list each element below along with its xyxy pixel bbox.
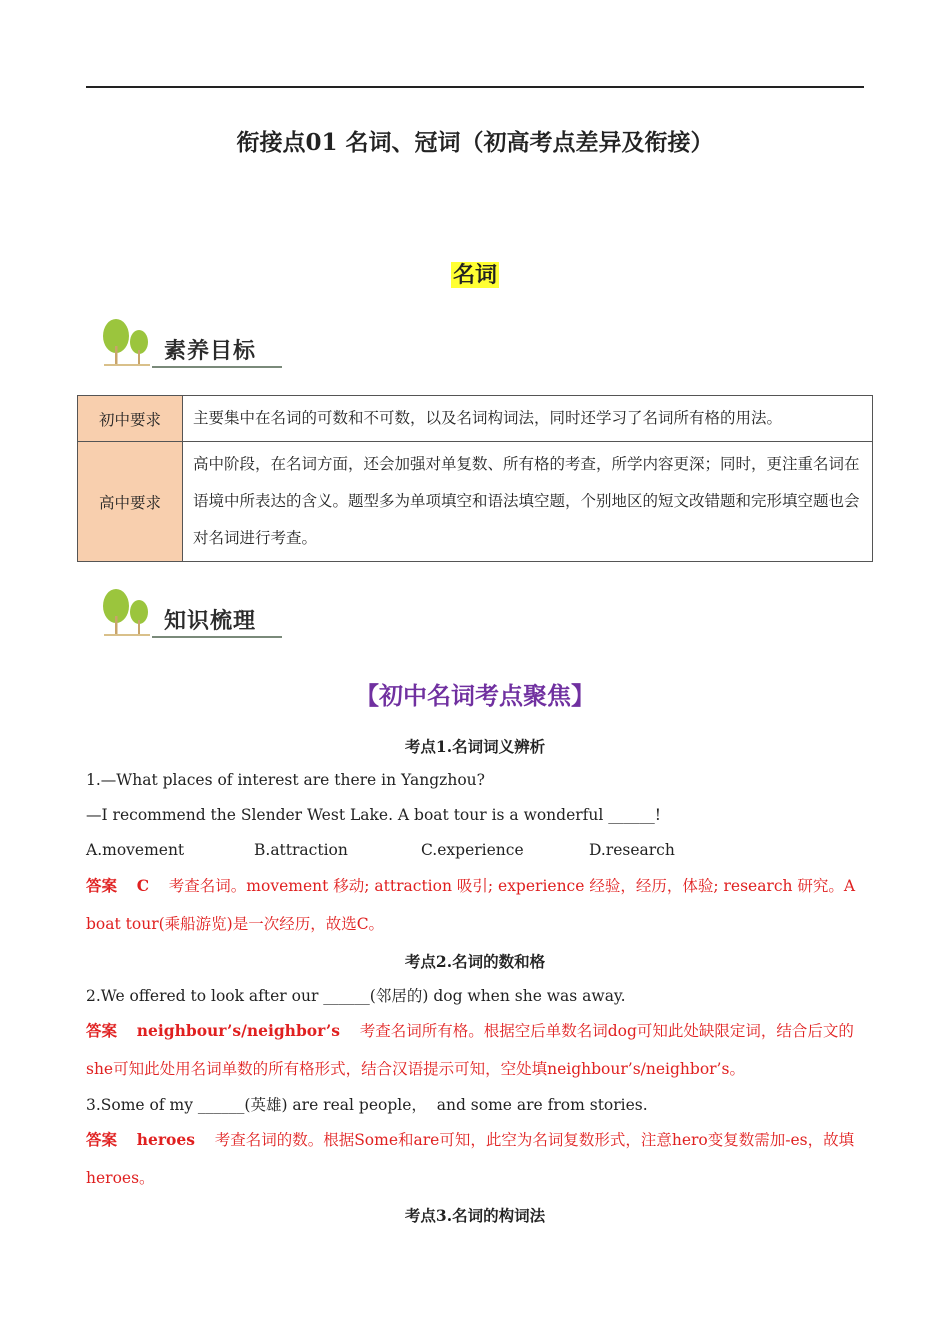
- answer-1: [86, 867, 866, 943]
- requirements-table: [77, 395, 873, 562]
- option-c: C.experience: [421, 841, 524, 859]
- page-title: 衔接点01 名词、冠词（初高考点差异及衔接）: [236, 129, 714, 156]
- answer-value: neighbour’s/neighbor’s: [136, 1021, 340, 1040]
- section-heading: [0, 258, 950, 289]
- answer-explanation: 考查名词的数。根据Some和are可知，此空为名词复数形式，注意hero变复数需加-es，故填heroes。: [86, 1131, 855, 1187]
- kp-heading-1: 考点1.名词词义辨析: [404, 737, 546, 756]
- question-1-line-2: —I recommend the Slender West Lake. A boat tour is a wonderful ______!: [86, 806, 661, 824]
- tree-icon: [96, 588, 160, 638]
- question-1-line-1: 1.—What places of interest are there in Yangzhou?: [86, 771, 485, 789]
- focus-heading: 【初中名词考点聚焦】: [355, 681, 595, 710]
- kp-heading-3: 考点3.名词的构词法: [404, 1206, 546, 1225]
- badge-literacy-goals: [92, 318, 292, 374]
- table-row: [78, 396, 873, 442]
- tree-icon: [96, 318, 160, 368]
- badge-underline: [152, 636, 282, 638]
- badge-knowledge-review: [92, 588, 292, 644]
- question-3: 3.Some of my ______(英雄) are real people， and some are from stories.: [86, 1096, 648, 1114]
- question-2: 2.We offered to look after our ______(邻居的) dog when she was away.: [86, 987, 626, 1005]
- badge-underline: [152, 366, 282, 368]
- answer-label: 答案: [86, 1130, 118, 1149]
- answer-explanation: 考查名词。movement 移动; attraction 吸引; experience 经验，经历，体验; research 研究。A boat tour(乘船游览)是一次经历，故选C。: [86, 877, 856, 933]
- option-b: B.attraction: [254, 841, 348, 859]
- requirement-key: 高中要求: [78, 442, 183, 562]
- requirement-value: 主要集中在名词的可数和不可数，以及名词构词法，同时还学习了名词所有格的用法。: [183, 396, 873, 442]
- answer-explanation: 考查名词所有格。根据空后单数名词dog可知此处缺限定词，结合后文的she可知此处用名词单数的所有格形式，结合汉语提示可知，空处填neighbour’s/neighbor’s。: [86, 1022, 854, 1078]
- answer-3: [86, 1121, 866, 1197]
- option-d: D.research: [589, 841, 675, 859]
- badge-label: 知识梳理: [164, 609, 257, 634]
- answer-value: C: [136, 876, 150, 895]
- option-a: A.movement: [86, 841, 185, 859]
- answer-label: 答案: [86, 876, 118, 895]
- table-row: [78, 442, 873, 562]
- requirement-key: 初中要求: [78, 396, 183, 442]
- top-rule: [86, 86, 864, 88]
- answer-label: 答案: [86, 1021, 118, 1040]
- answer-2: [86, 1012, 866, 1088]
- badge-label: 素养目标: [164, 339, 257, 364]
- kp-heading-2: 考点2.名词的数和格: [404, 952, 546, 971]
- answer-value: heroes: [136, 1130, 195, 1149]
- section-heading-text: 名词: [452, 262, 497, 288]
- requirement-value: 高中阶段，在名词方面，还会加强对单复数、所有格的考查，所学内容更深；同时，更注重名词在语境中所表达的含义。题型多为单项填空和语法填空题，个别地区的短文改错题和完形填空题也会对名词进行考查。: [183, 442, 873, 562]
